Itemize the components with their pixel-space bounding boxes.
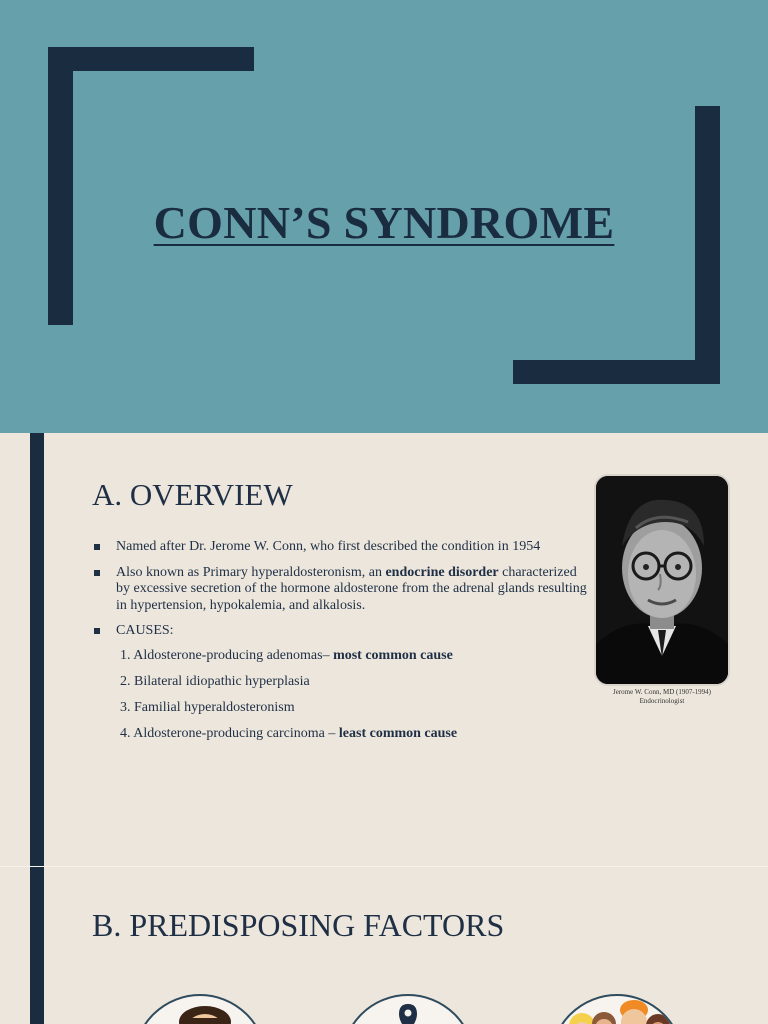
portrait-illustration — [596, 476, 728, 684]
bullet-item — [92, 623, 592, 640]
overview-bullet-list — [92, 539, 592, 649]
slide-accent-bar — [30, 433, 44, 866]
bullet-text: Also known as Primary hyperaldosteronism, an — [116, 564, 386, 580]
section-heading-overview: A. OVERVIEW — [92, 477, 293, 512]
photo-caption — [596, 688, 728, 706]
corner-bracket-top-left-horizontal — [48, 47, 254, 71]
corner-bracket-top-left-vertical — [48, 47, 73, 325]
portrait-photo — [596, 476, 728, 684]
cause-bold-text: least common cause — [338, 726, 458, 741]
cause-item — [120, 700, 457, 726]
bullet-item — [92, 539, 592, 556]
people-group-icon — [550, 994, 684, 1024]
predisposing-factors-slide — [0, 867, 768, 1024]
bullet-text: Named after Dr. Jerome W. Conn, who first described the condition in 1954 — [116, 539, 541, 554]
bullet-text: CAUSES: — [116, 623, 174, 638]
square-bullet-icon — [94, 570, 100, 576]
cause-text: 1. Aldosterone-producing adenomas– — [120, 648, 334, 663]
cause-text: 3. Familial hyperaldosteronism — [120, 700, 295, 715]
title-slide — [0, 0, 768, 433]
slide-title: CONN’S SYNDROME — [153, 197, 615, 248]
caption-line: Endocrinologist — [639, 697, 685, 705]
cause-text: 2. Bilateral idiopathic hyperplasia — [120, 674, 310, 689]
cause-item — [120, 726, 457, 752]
cause-bold-text: most common cause — [333, 648, 453, 663]
bullet-item — [92, 565, 592, 615]
overview-slide — [0, 433, 768, 866]
corner-bracket-bottom-right-horizontal — [513, 360, 720, 384]
causes-list — [120, 648, 457, 752]
location-pin-icon — [341, 994, 475, 1024]
bullet-bold-text: endocrine disorder — [385, 564, 499, 580]
caption-line: Jerome W. Conn, MD (1907-1994) — [613, 688, 711, 696]
square-bullet-icon — [94, 628, 100, 634]
square-bullet-icon — [94, 544, 100, 550]
cause-text: 4. Aldosterone-producing carcinoma – — [120, 726, 339, 741]
slide-accent-bar — [30, 867, 44, 1024]
cause-item — [120, 674, 457, 700]
cause-item — [120, 648, 457, 674]
person-icon — [133, 994, 267, 1024]
section-heading-predisposing: B. PREDISPOSING FACTORS — [92, 907, 505, 943]
bullet-text-continued: characterized by excessive secretion of the hormone aldosterone from the adrenal glands resulting in hypertension, hypokalemia, and alkalosis. — [116, 564, 587, 613]
